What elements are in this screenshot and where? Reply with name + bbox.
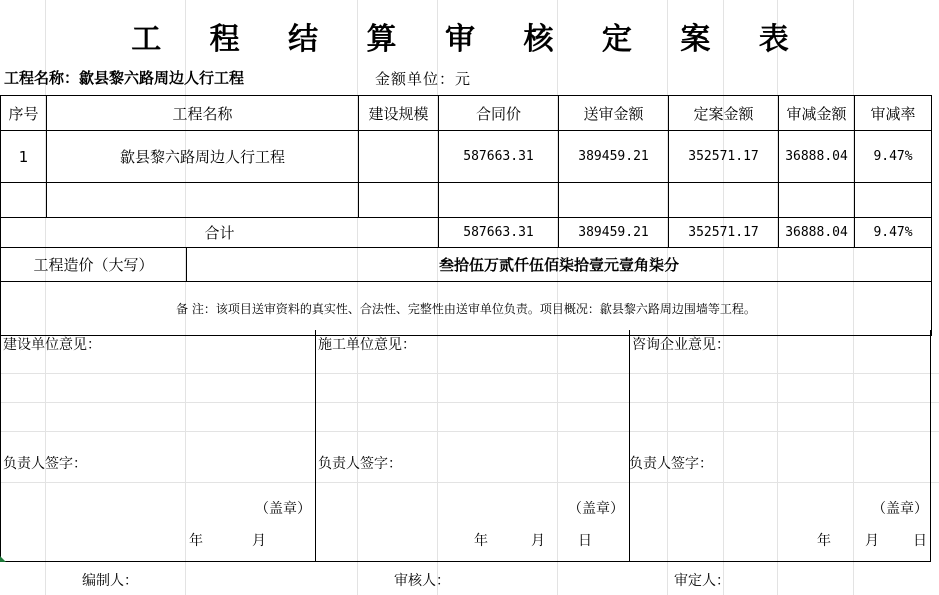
- empty-cell[interactable]: [47, 183, 359, 218]
- page-title: 工 程 结 算 审 核 定 案 表: [131, 22, 808, 57]
- empty-cell[interactable]: [855, 183, 932, 218]
- total-rate[interactable]: 9.47%: [855, 218, 932, 248]
- remark-row: [1, 282, 932, 336]
- table-row: [1, 131, 932, 183]
- opinion-divider-1: [315, 330, 316, 561]
- row1-project-name[interactable]: 歙县黎六路周边人行工程: [47, 131, 359, 183]
- header-seq[interactable]: 序号: [1, 96, 47, 131]
- build-unit-signer-label[interactable]: 负责人签字：: [3, 456, 87, 472]
- capital-label[interactable]: 工程造价（大写）: [1, 248, 187, 282]
- settlement-table: [0, 95, 932, 336]
- opinions-section: [0, 330, 931, 562]
- empty-cell[interactable]: [559, 183, 669, 218]
- build-unit-year: 年: [189, 533, 203, 549]
- header-submitted[interactable]: 送审金额: [559, 96, 669, 131]
- consult-unit-day: 日: [913, 533, 927, 549]
- consult-unit-month: 月: [865, 533, 879, 549]
- opinion-divider-2: [629, 330, 630, 561]
- header-contract[interactable]: 合同价: [439, 96, 559, 131]
- construct-unit-year: 年: [474, 533, 488, 549]
- build-unit-opinion-label[interactable]: 建设单位意见：: [3, 337, 101, 353]
- empty-cell[interactable]: [359, 183, 439, 218]
- consult-unit-opinion-label[interactable]: 咨询企业意见：: [632, 337, 730, 353]
- construct-unit-opinion-label[interactable]: 施工单位意见：: [318, 337, 416, 353]
- row1-scale[interactable]: [359, 131, 439, 183]
- row1-approved[interactable]: 352571.17: [669, 131, 779, 183]
- empty-cell[interactable]: [439, 183, 559, 218]
- total-contract[interactable]: 587663.31: [439, 218, 559, 248]
- capital-row: [1, 248, 932, 282]
- header-scale[interactable]: 建设规模: [359, 96, 439, 131]
- row1-contract[interactable]: 587663.31: [439, 131, 559, 183]
- remark-text[interactable]: 备 注：该项目送审资料的真实性、合法性、完整性由送审单位负责。项目概况：歙县黎六路周边围墙等工程。: [1, 282, 932, 336]
- total-reduced[interactable]: 36888.04: [779, 218, 855, 248]
- project-name-label: 工程名称：歙县黎六路周边人行工程: [4, 69, 245, 87]
- consult-unit-signer-label[interactable]: 负责人签字：: [629, 456, 713, 472]
- row1-rate[interactable]: 9.47%: [855, 131, 932, 183]
- total-submitted[interactable]: 389459.21: [559, 218, 669, 248]
- cell-error-indicator-icon: [0, 556, 6, 562]
- construct-unit-month: 月: [531, 533, 545, 549]
- row1-submitted[interactable]: 389459.21: [559, 131, 669, 183]
- row1-reduced[interactable]: 36888.04: [779, 131, 855, 183]
- empty-cell[interactable]: [1, 183, 47, 218]
- capital-value[interactable]: 叁拾伍万贰仟伍佰柒拾壹元壹角柒分: [187, 248, 932, 282]
- empty-cell[interactable]: [669, 183, 779, 218]
- header-row: [1, 96, 932, 131]
- total-row: [1, 218, 932, 248]
- empty-cell[interactable]: [779, 183, 855, 218]
- consult-unit-year: 年: [817, 533, 831, 549]
- approver-label[interactable]: 审定人：: [674, 573, 730, 589]
- consult-unit-seal: （盖章）: [872, 501, 928, 517]
- header-approved[interactable]: 定案金额: [669, 96, 779, 131]
- compiler-label[interactable]: 编制人：: [82, 573, 138, 589]
- reviewer-label[interactable]: 审核人：: [394, 573, 450, 589]
- total-approved[interactable]: 352571.17: [669, 218, 779, 248]
- construct-unit-seal: （盖章）: [568, 501, 624, 517]
- amount-unit-label: 金额单位：元: [375, 70, 472, 88]
- build-unit-month: 月: [252, 533, 266, 549]
- header-project-name[interactable]: 工程名称: [47, 96, 359, 131]
- row1-seq[interactable]: 1: [1, 131, 47, 183]
- construct-unit-signer-label[interactable]: 负责人签字：: [318, 456, 402, 472]
- header-rate[interactable]: 审减率: [855, 96, 932, 131]
- build-unit-seal: （盖章）: [255, 501, 311, 517]
- table-row-empty: [1, 183, 932, 218]
- construct-unit-day: 日: [578, 533, 592, 549]
- total-label[interactable]: 合计: [1, 218, 439, 248]
- header-reduced[interactable]: 审减金额: [779, 96, 855, 131]
